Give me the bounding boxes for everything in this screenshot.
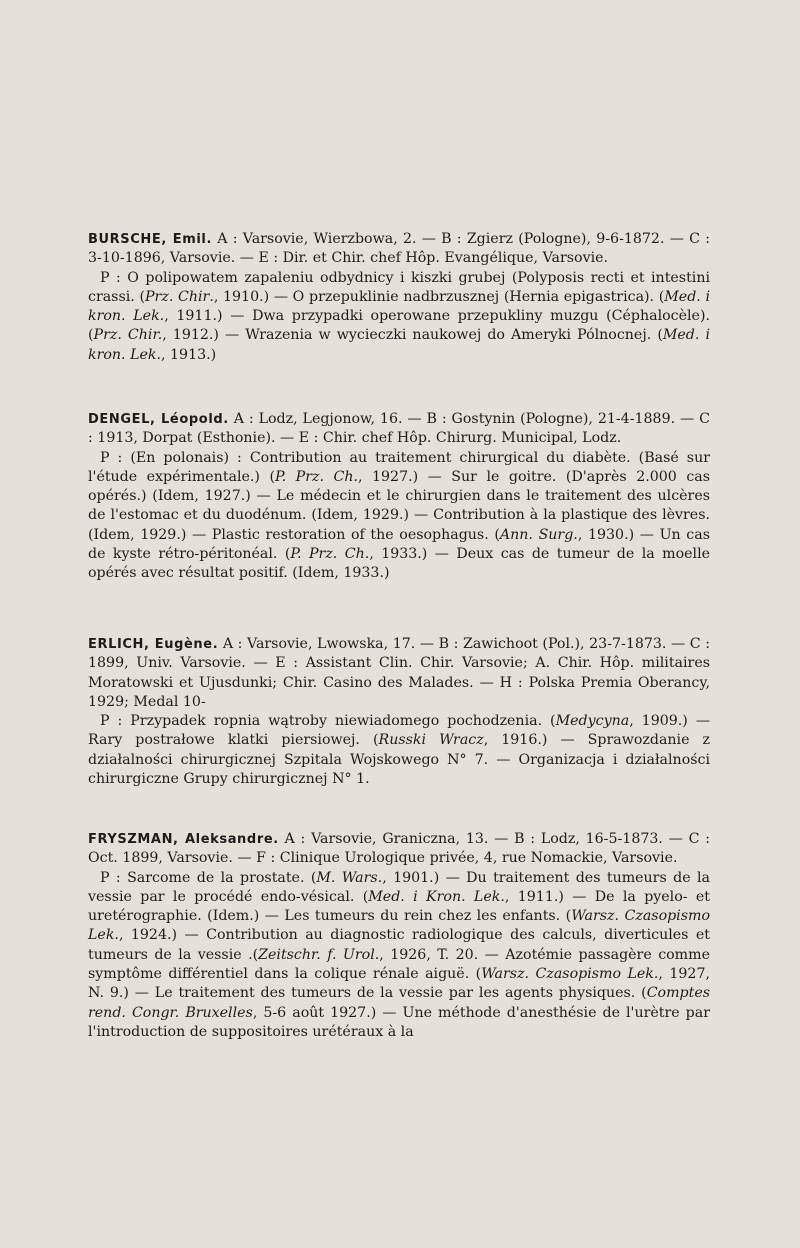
- entry-name: DENGEL, Léopold.: [88, 412, 229, 427]
- entry-erlich: [88, 635, 710, 789]
- entry-bio: FRYSZMAN, Aleksandre. A : Varsovie, Graniczna, 13. — B : Lodz, 16-5-1873. — C : Oct. 1899, Varsovie. — F : Clinique Urologique privée, 4, rue Nomackie, Varsovie.: [88, 831, 711, 867]
- entry-fryszman: [88, 830, 710, 1042]
- entry-bio: BURSCHE, Emil. A : Varsovie, Wierzbowa, 2. — B : Zgierz (Pologne), 9-6-1872. — C : 3-10-1896, Varsovie. — E : Dir. et Chir. chef Hôp. Evangélique, Varsovie.: [88, 231, 711, 267]
- entry-name: ERLICH, Eugène.: [88, 637, 219, 652]
- entry-bio: DENGEL, Léopold. A : Lodz, Legjonow, 16. — B : Gostynin (Pologne), 21-4-1889. — C : 1913, Dorpat (Esthonie). — E : Chir. chef Hôp. Chirurg. Municipal, Lodz.: [88, 411, 710, 447]
- entry-dengel: [88, 410, 710, 584]
- entry-publications: P : Sarcome de la prostate. (M. Wars., 1901.) — Du traitement des tumeurs de la vessie par le procédé endo-vésical. (Med. i Kron. Lek., 1911.) — De la pyelo- et uretérographie. (Idem.) — Les tumeurs du rein chez les enfants. (Warsz. Czasopismo Lek., 1924.) — Contribution au diagnostic radiologique des calculs, diverticules et tumeurs de la vessie .(Zeitschr. f. Urol., 1926, T. 20. — Azotémie passagère comme symptôme différentiel dans la colique rénale aiguë. (Warsz. Czasopismo Lek., 1927, N. 9.) — Le traitement des tumeurs de la vessie par les agents physiques. (Comptes rend. Congr. Bruxelles, 5-6 août 1927.) — Une méthode d'anesthésie de l'urètre par l'introduction de suppositoires urétéraux à la: [88, 869, 710, 1040]
- entry-publications: P : (En polonais) : Contribution au traitement chirurgical du diabète. (Basé sur l'étude expérimentale.) (P. Prz. Ch., 1927.) — Sur le goitre. (D'après 2.000 cas opérés.) (Idem, 1927.) — Le médecin et le chirurgien dans le traitement des ulcères de l'estomac et du duodénum. (Idem, 1929.) — Contribution à la plastique des lèvres. (Idem, 1929.) — Plastic restoration of the oesophagus. (Ann. Surg., 1930.) — Un cas de kyste rétro-péritonéal. (P. Prz. Ch., 1933.) — Deux cas de tumeur de la moelle opérés avec résultat positif. (Idem, 1933.): [88, 449, 710, 582]
- entry-bursche: [88, 230, 710, 365]
- entry-name: FRYSZMAN, Aleksandre.: [88, 832, 279, 847]
- entry-publications: P : Przypadek ropnia wątroby niewiadomego pochodzenia. (Medycyna, 1909.) —Rary postrałowe klatki piersiowej. (Russki Wracz, 1916.) — Sprawozdanie z działalności chirurgicznej Szpitala Wojskowego N° 7. — Organizacja i działalności chirurgiczne Grupy chirurgicznej N° 1.: [88, 713, 711, 788]
- entry-bio: ERLICH, Eugène. A : Varsovie, Lwowska, 17. — B : Zawichoot (Pol.), 23-7-1873. — C : 1899, Univ. Varsovie. — E : Assistant Clin. Chir. Varsovie; A. Chir. Hôp. militaires Moratowski et Ujusdunki; Chir. Casino des Malades. — H : Polska Premia Oberancy, 1929; Medal 10-: [88, 636, 710, 710]
- entry-name: BURSCHE, Emil.: [88, 232, 213, 247]
- entry-publications: P : O polipowatem zapaleniu odbydnicy i kiszki grubej (Polyposis recti et intestini crassi. (Prz. Chir., 1910.) — O przepuklinie nadbrzusznej (Hernia epigastrica). (Med. i kron. Lek., 1911.) — Dwa przypadki operowane przepukliny muzgu (Céphalocèle). (Prz. Chir., 1912.) — Wrazenia w wycieczki naukowej do Ameryki Pólnocnej. (Med. i kron. Lek., 1913.): [88, 269, 711, 363]
